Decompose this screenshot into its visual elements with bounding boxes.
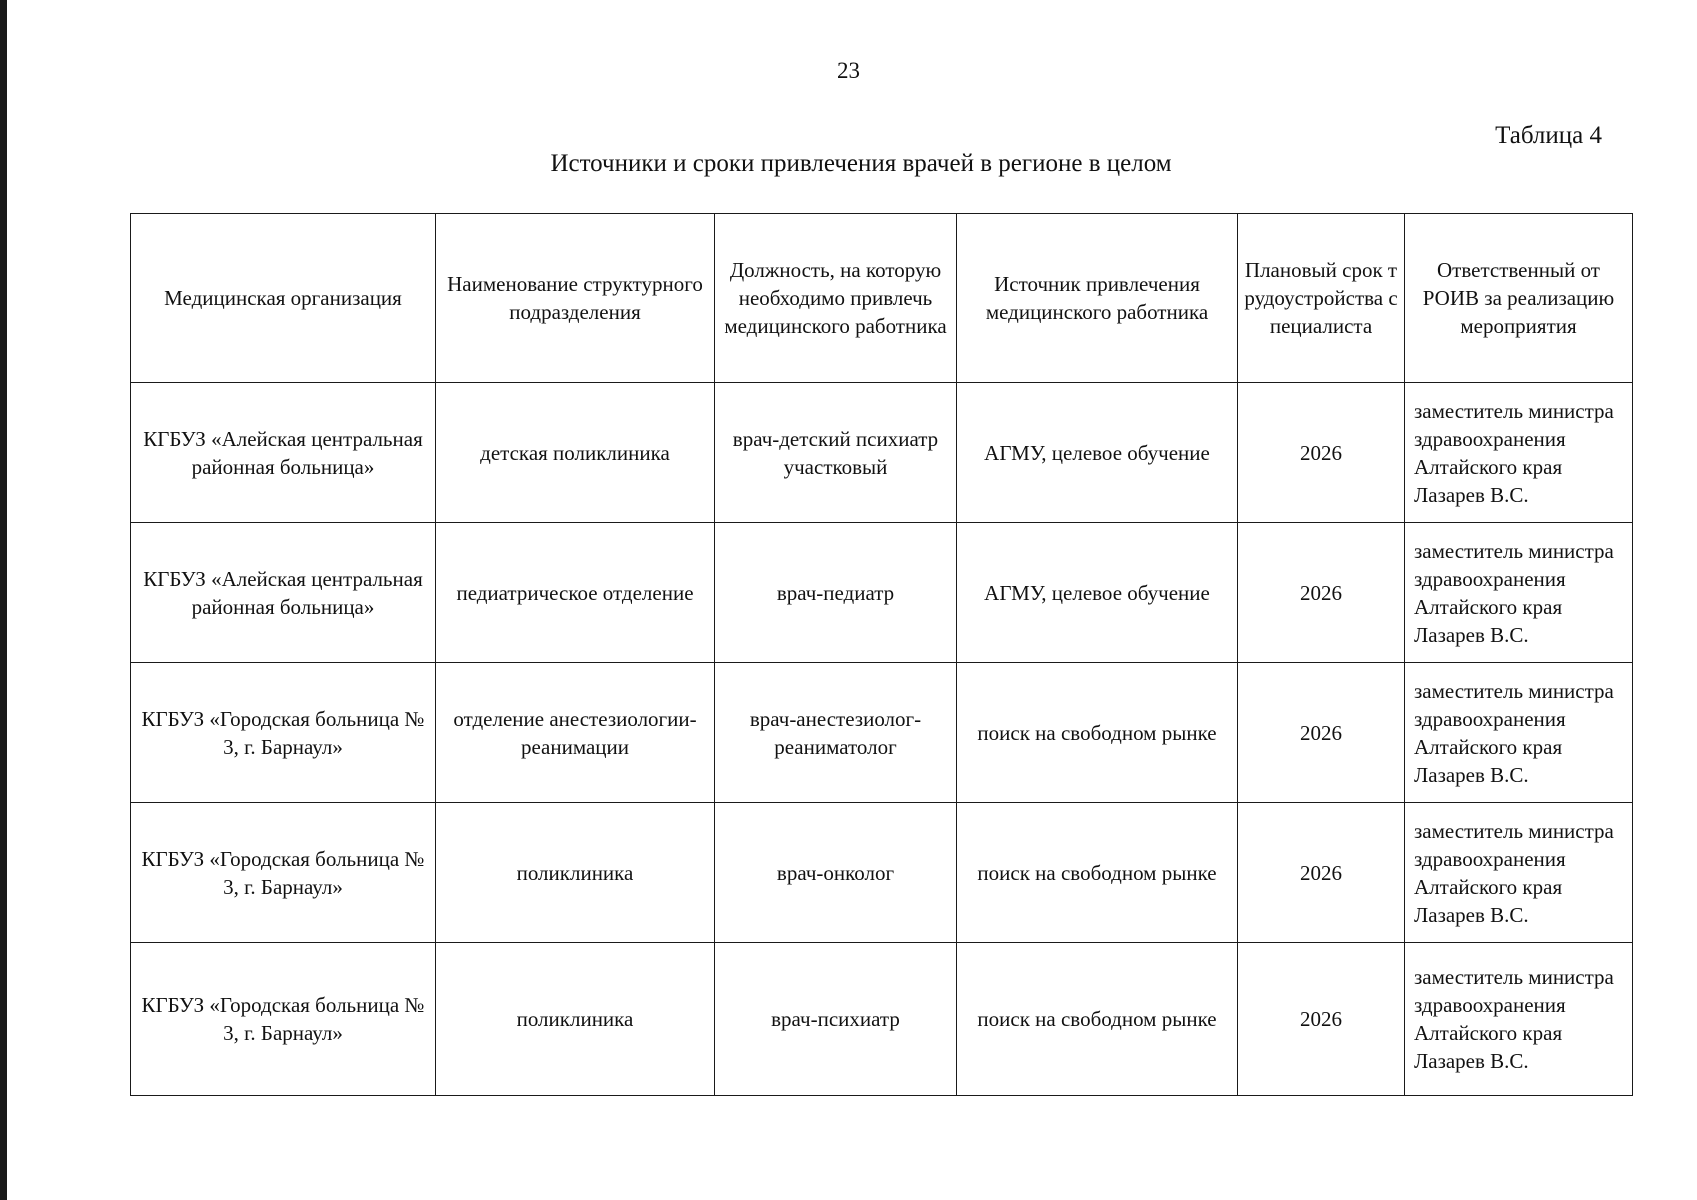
cell-term: 2026 — [1238, 523, 1405, 663]
cell-organization: КГБУЗ «Городская больница № 3, г. Барнаул» — [131, 803, 436, 943]
cell-position: врач-детский психиатр участковый — [715, 383, 957, 523]
cell-term: 2026 — [1238, 943, 1405, 1096]
document-title: Источники и сроки привлечения врачей в регионе в целом — [550, 150, 1172, 177]
table-row — [131, 803, 1633, 943]
cell-source: поиск на свободном рынке — [957, 943, 1238, 1096]
cell-position: врач-онколог — [715, 803, 957, 943]
cell-source: АГМУ, целевое обучение — [957, 523, 1238, 663]
cell-term: 2026 — [1238, 663, 1405, 803]
cell-position: врач-психиатр — [715, 943, 957, 1096]
table-row — [131, 943, 1633, 1096]
header-responsible: Ответственный от РОИВ за реализацию мероприятия — [1405, 214, 1633, 383]
cell-term: 2026 — [1238, 383, 1405, 523]
cell-source: поиск на свободном рынке — [957, 803, 1238, 943]
cell-position: врач-анестезиолог-реаниматолог — [715, 663, 957, 803]
cell-responsible: заместитель министра здравоохранения Алтайского края Лазарев В.С. — [1405, 663, 1633, 803]
table-row — [131, 383, 1633, 523]
cell-organization: КГБУЗ «Городская больница № 3, г. Барнаул» — [131, 663, 436, 803]
cell-department: детская поликлиника — [436, 383, 715, 523]
cell-responsible: заместитель министра здравоохранения Алтайского края Лазарев В.С. — [1405, 803, 1633, 943]
cell-source: АГМУ, целевое обучение — [957, 383, 1238, 523]
header-position: Должность, на которую необходимо привлечь медицинского работника — [715, 214, 957, 383]
cell-responsible: заместитель министра здравоохранения Алтайского края Лазарев В.С. — [1405, 383, 1633, 523]
cell-source: поиск на свободном рынке — [957, 663, 1238, 803]
doctors-sources-table — [130, 213, 1633, 1096]
header-organization: Медицинская организация — [131, 214, 436, 383]
cell-organization: КГБУЗ «Городская больница № 3, г. Барнаул» — [131, 943, 436, 1096]
header-department: Наименование структурного подразделения — [436, 214, 715, 383]
table-row — [131, 663, 1633, 803]
table-row — [131, 523, 1633, 663]
cell-position: врач-педиатр — [715, 523, 957, 663]
cell-responsible: заместитель министра здравоохранения Алтайского края Лазарев В.С. — [1405, 943, 1633, 1096]
cell-department: отделение анестезиологии-реанимации — [436, 663, 715, 803]
header-term: Плановый срок трудоустройства специалиста — [1238, 214, 1405, 383]
page-number: 23 — [837, 58, 860, 83]
cell-department: поликлиника — [436, 943, 715, 1096]
table-label: Таблица 4 — [1495, 122, 1602, 149]
cell-organization: КГБУЗ «Алейская центральная районная больница» — [131, 523, 436, 663]
cell-organization: КГБУЗ «Алейская центральная районная больница» — [131, 383, 436, 523]
cell-department: педиатрическое отделение — [436, 523, 715, 663]
table-header-row — [131, 214, 1633, 383]
cell-term: 2026 — [1238, 803, 1405, 943]
cell-department: поликлиника — [436, 803, 715, 943]
header-source: Источник привлечения медицинского работника — [957, 214, 1238, 383]
scan-edge-shadow — [0, 0, 7, 1200]
cell-responsible: заместитель министра здравоохранения Алтайского края Лазарев В.С. — [1405, 523, 1633, 663]
